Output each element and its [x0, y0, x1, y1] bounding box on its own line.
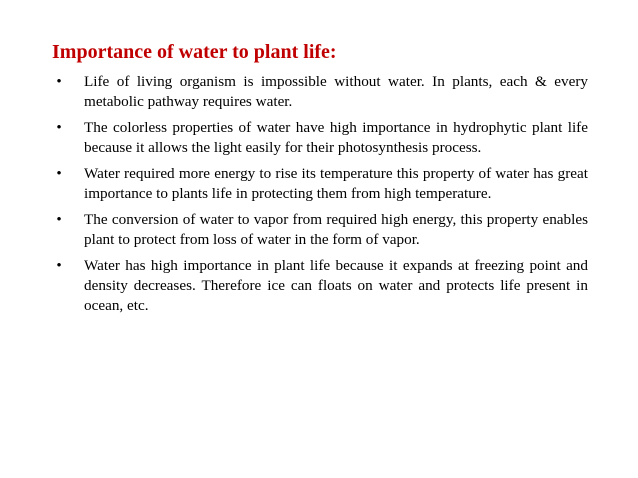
bullet-text: Water required more energy to rise its temperature this property of water has great importance to plants life in protecting them from high temperature.: [84, 165, 588, 202]
bullet-icon: •: [56, 165, 62, 182]
bullet-icon: •: [56, 119, 62, 136]
bullet-icon: •: [56, 73, 62, 90]
bullet-item: [52, 118, 588, 158]
slide-title: Importance of water to plant life:: [52, 41, 337, 63]
bullet-item: [52, 210, 588, 250]
bullet-item: [52, 72, 588, 112]
bullet-icon: •: [56, 257, 62, 274]
bullet-text: The conversion of water to vapor from required high energy, this property enables plant to protect from loss of water in the form of vapor.: [84, 211, 588, 248]
bullet-item: [52, 256, 588, 316]
bullet-text: Life of living organism is impossible without water. In plants, each & every metabolic pathway requires water.: [84, 73, 588, 110]
bullet-text: Water has high importance in plant life because it expands at freezing point and density decreases. Therefore ice can floats on water and protects life present in ocean, etc.: [84, 257, 588, 314]
bullet-icon: •: [56, 211, 62, 228]
bullet-list: [52, 72, 588, 322]
bullet-text: The colorless properties of water have high importance in hydrophytic plant life because it allows the light easily for their photosynthesis process.: [84, 119, 588, 156]
bullet-item: [52, 164, 588, 204]
